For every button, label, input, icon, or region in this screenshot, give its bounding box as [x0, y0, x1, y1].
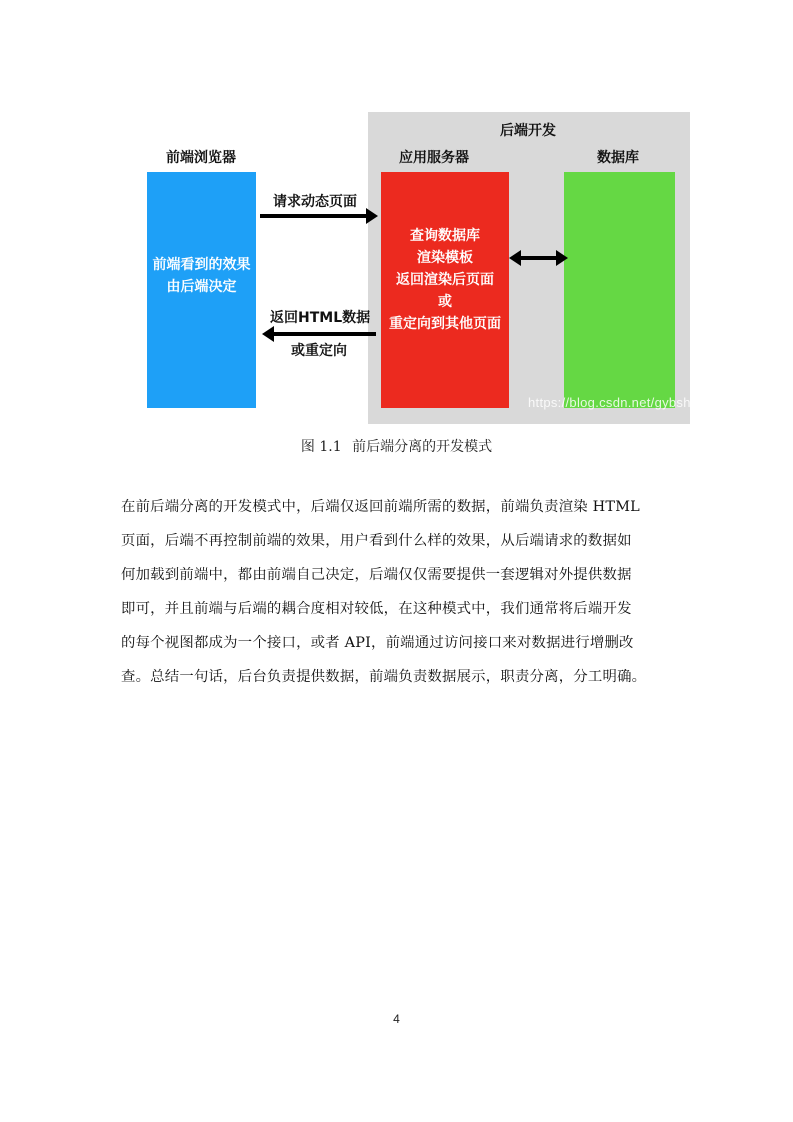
- server-text-line: 重定向到其他页面: [389, 316, 501, 332]
- bidirectional-arrow: [509, 250, 568, 266]
- backend-group-label: 后端开发: [500, 123, 556, 139]
- arrows-layer: [120, 112, 720, 424]
- paragraph-line: 在前后端分离的开发模式中，后端仅返回前端所需的数据，前端负责渲染 HTML: [121, 499, 640, 515]
- page-number: 4: [393, 1012, 400, 1026]
- paragraph-line: 页面，后端不再控制前端的效果，用户看到什么样的效果，从后端请求的数据如: [121, 533, 632, 549]
- return-label-1: 返回HTML数据: [270, 310, 371, 326]
- paragraph-line: 的每个视图都成为一个接口，或者 API，前端通过访问接口来对数据进行增删改: [121, 635, 634, 651]
- paragraph-line: 何加载到前端中，都由前端自己决定，后端仅仅需要提供一套逻辑对外提供数据: [121, 567, 632, 583]
- caption-title: 前后端分离的开发模式: [352, 439, 493, 455]
- figure-caption: [0, 436, 793, 456]
- figure-diagram: [120, 112, 720, 424]
- request-label: 请求动态页面: [273, 194, 357, 210]
- browser-text-line: 由后端决定: [166, 279, 237, 295]
- server-label: 应用服务器: [399, 150, 469, 166]
- browser-label: 前端浏览器: [166, 150, 236, 166]
- browser-text-line: 前端看到的效果: [152, 257, 251, 273]
- caption-number: 图 1.1: [300, 439, 342, 455]
- paragraph-line: 即可，并且前端与后端的耦合度相对较低，在这种模式中，我们通常将后端开发: [121, 601, 632, 617]
- paragraph-line: 查。总结一句话，后台负责提供数据，前端负责数据展示，职责分离，分工明确。: [121, 669, 647, 685]
- watermark: https://blog.csdn.net/gybshen: [528, 395, 706, 410]
- server-text-line: 渲染模板: [417, 250, 473, 266]
- return-label-2: 或重定向: [291, 343, 347, 359]
- server-text-line: 查询数据库: [410, 228, 480, 244]
- database-label: 数据库: [597, 150, 639, 166]
- body-paragraph: [121, 490, 677, 694]
- server-text-line: 返回渲染后页面: [396, 272, 494, 288]
- server-text-line: 或: [438, 294, 452, 310]
